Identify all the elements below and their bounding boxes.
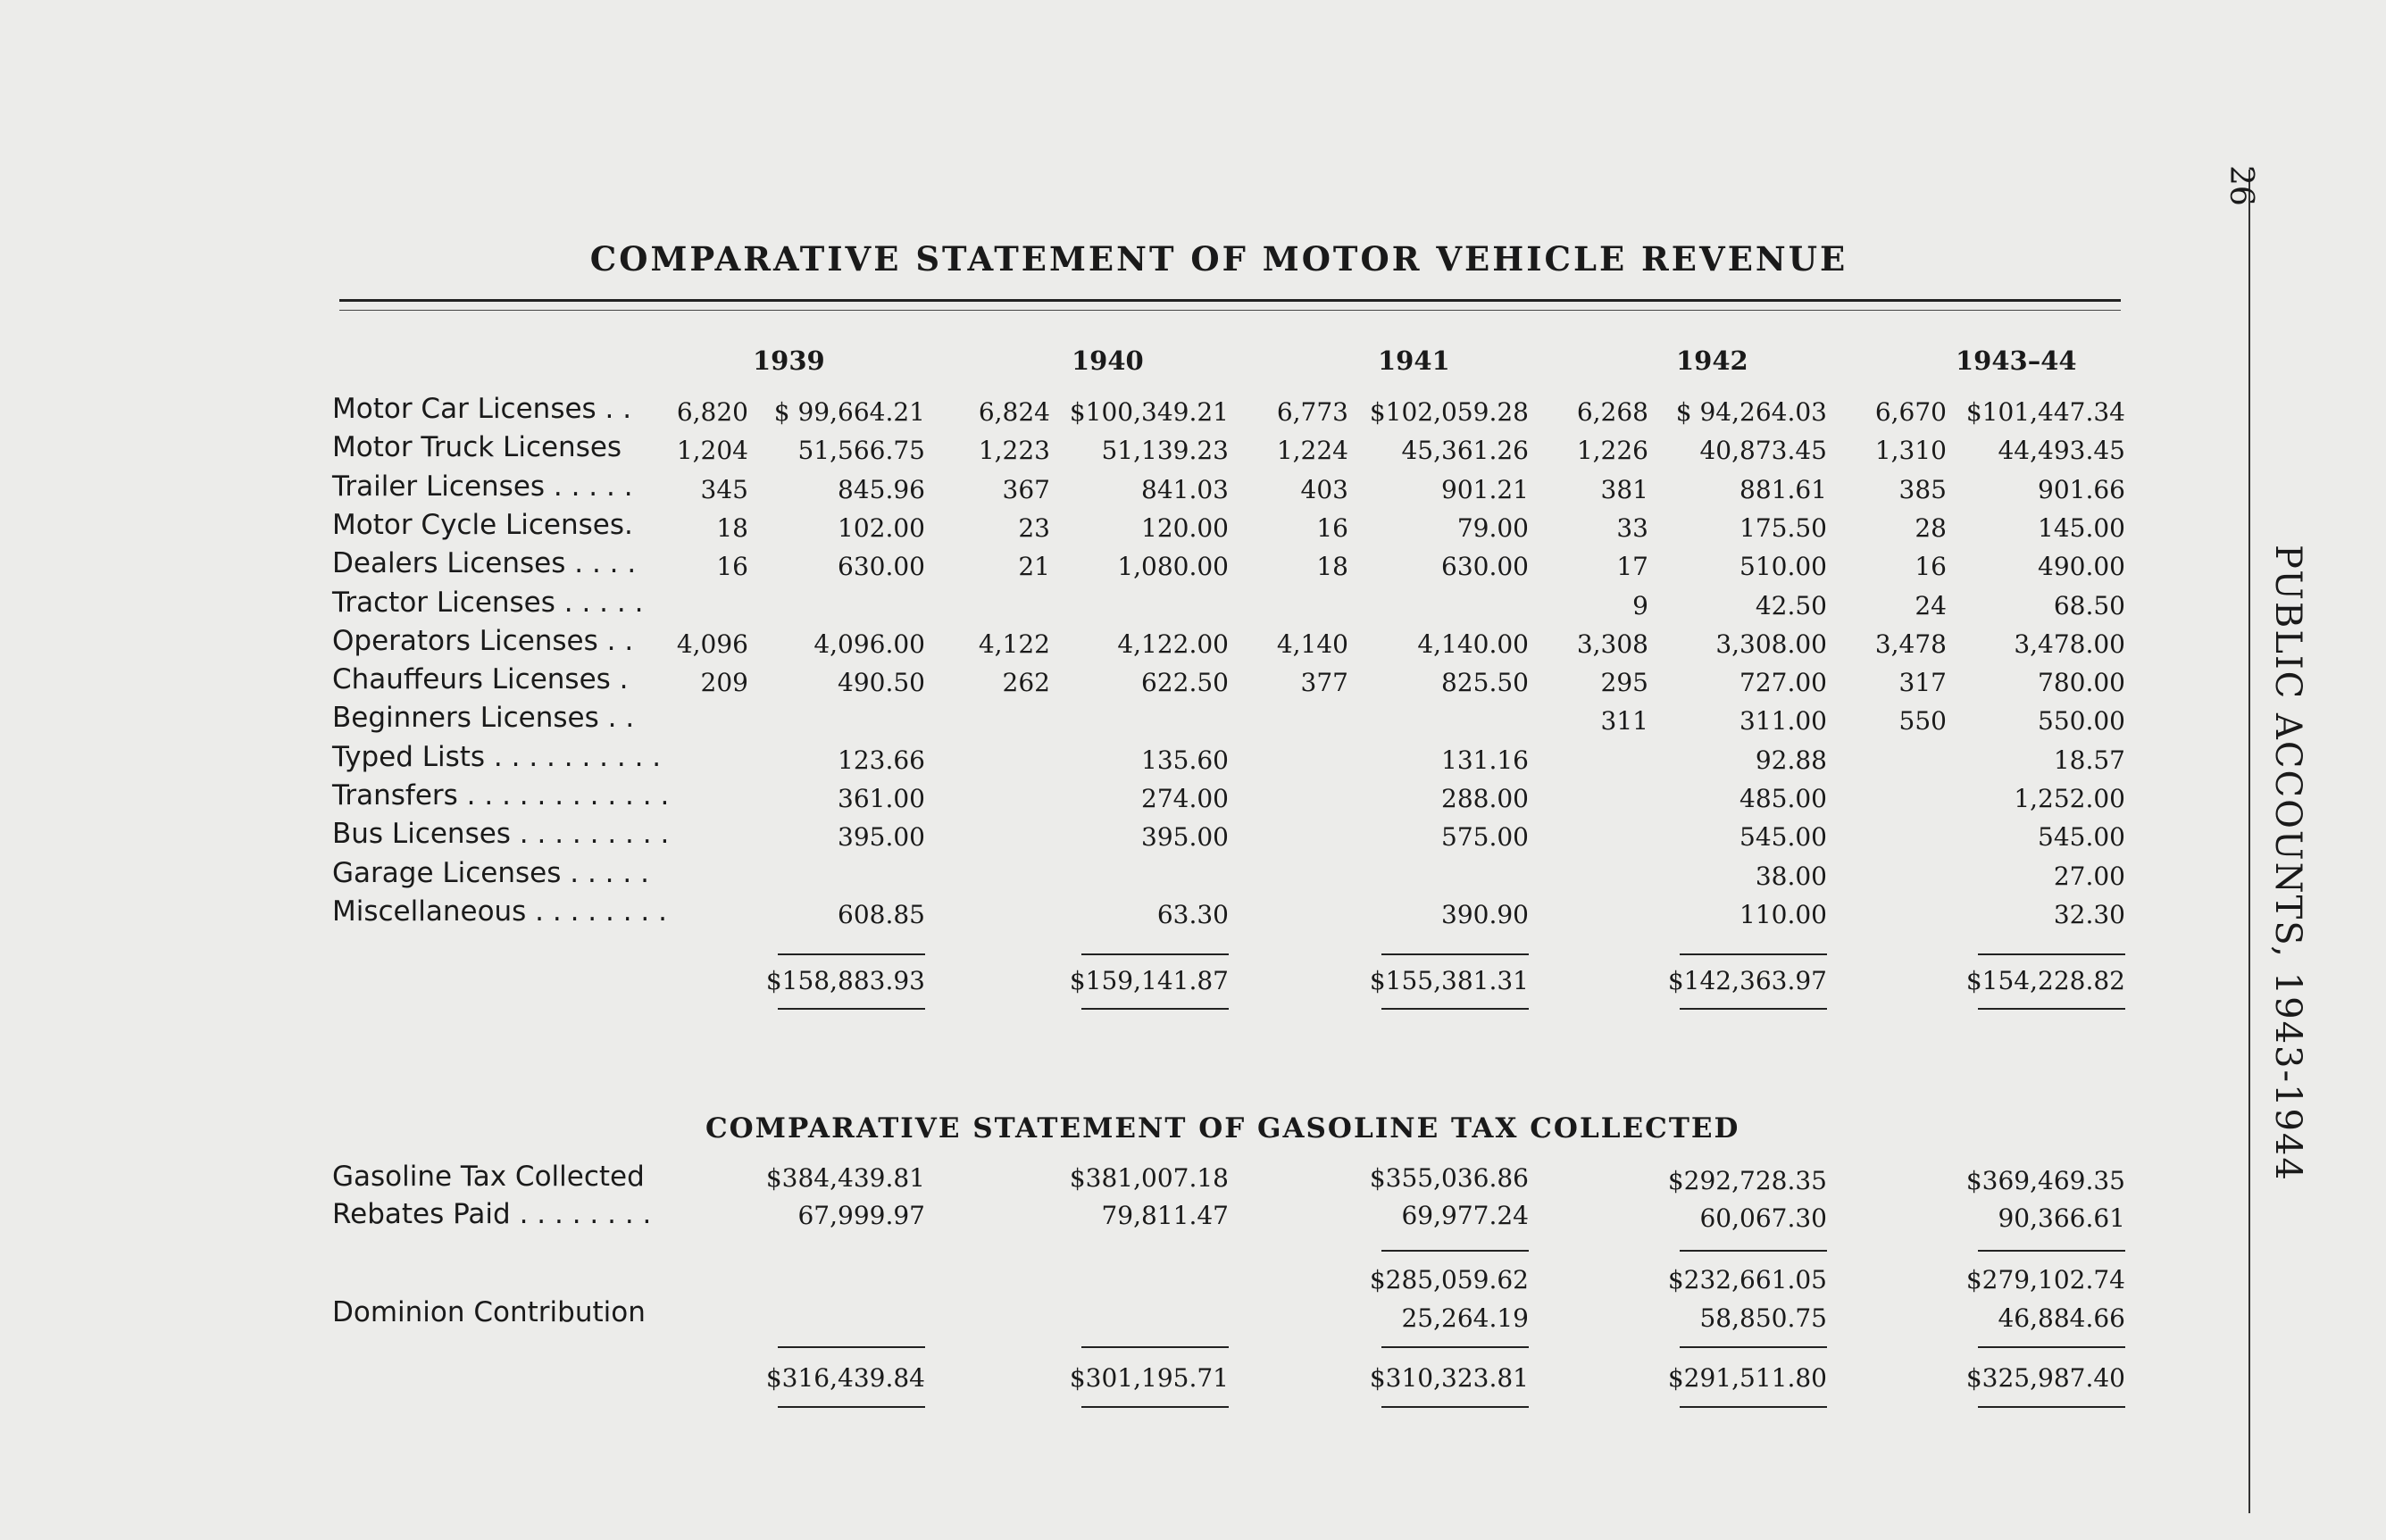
count-cell: 367 <box>1002 474 1050 504</box>
amount-cell: 395.00 <box>1141 822 1229 853</box>
row-label: Motor Cycle Licenses. <box>332 508 633 541</box>
year-header: 1939 <box>753 345 825 376</box>
amount-cell: 881.61 <box>1739 474 1827 504</box>
amount-cell: $369,469.35 <box>1965 1166 2125 1195</box>
amount-cell: $355,036.86 <box>1369 1163 1529 1193</box>
count-cell: 3,308 <box>1576 628 1648 659</box>
count-cell: 4,122 <box>978 628 1050 659</box>
amount-cell: 1,252.00 <box>2014 784 2125 813</box>
year-header: 1940 <box>1072 345 1144 376</box>
total-cell: $155,381.31 <box>1369 966 1529 995</box>
total-rule-bottom <box>1081 1008 1229 1010</box>
count-cell: 403 <box>1300 474 1348 504</box>
year-header: 1943–44 <box>1956 345 2077 376</box>
count-cell: 295 <box>1600 668 1648 698</box>
amount-cell: 46,884.66 <box>1998 1303 2125 1333</box>
amount-cell: 288.00 <box>1441 784 1529 813</box>
amount-cell: 38.00 <box>1755 861 1827 891</box>
amount-cell: 4,140.00 <box>1417 628 1529 659</box>
count-cell: 4,096 <box>676 628 748 659</box>
amount-cell: 79,811.47 <box>1101 1201 1229 1230</box>
amount-cell: 545.00 <box>1739 822 1827 853</box>
amount-cell: 32.30 <box>2053 899 2125 929</box>
count-cell: 385 <box>1898 474 1947 504</box>
row-label: Typed Lists . . . . . . . . . . <box>332 740 662 773</box>
amount-cell: 1,080.00 <box>1117 552 1229 582</box>
amount-cell: 3,478.00 <box>2014 628 2125 659</box>
amount-cell: 841.03 <box>1141 474 1229 504</box>
amount-cell: 27.00 <box>2053 861 2125 891</box>
amount-cell: 575.00 <box>1441 822 1529 853</box>
count-cell: 1,310 <box>1874 436 1947 466</box>
total-rule-top <box>1081 953 1229 955</box>
amount-cell: 4,096.00 <box>813 628 925 659</box>
subtotal-cell: $232,661.05 <box>1667 1265 1827 1294</box>
total-rule-top <box>1978 1346 2125 1348</box>
amount-cell: 40,873.45 <box>1699 436 1827 466</box>
amount-cell: 18.57 <box>2053 745 2125 775</box>
subtotal-cell: $279,102.74 <box>1965 1265 2125 1294</box>
row-label: Beginners Licenses . . <box>332 702 635 735</box>
amount-cell: 825.50 <box>1441 668 1529 698</box>
total-rule-bottom <box>1978 1406 2125 1408</box>
row-label: Operators Licenses . . <box>332 624 634 657</box>
total-rule-top <box>1680 953 1827 955</box>
count-cell: 17 <box>1616 552 1648 582</box>
count-cell: 16 <box>716 552 748 582</box>
total-rule-top <box>1978 953 2125 955</box>
total-rule-top <box>778 1346 925 1348</box>
count-cell: 317 <box>1898 668 1947 698</box>
amount-cell: 390.90 <box>1441 899 1529 929</box>
amount-cell: 630.00 <box>838 552 925 582</box>
row-label: Tractor Licenses . . . . . <box>332 586 644 619</box>
amount-cell: 145.00 <box>2038 512 2125 543</box>
count-cell: 209 <box>700 668 748 698</box>
total-cell: $325,987.40 <box>1965 1363 2125 1393</box>
amount-cell: 901.66 <box>2038 474 2125 504</box>
amount-cell: 92.88 <box>1755 745 1827 775</box>
running-title: PUBLIC ACCOUNTS, 1943-1944 <box>2267 545 2308 1182</box>
amount-cell: 395.00 <box>838 822 925 853</box>
count-cell: 23 <box>1018 512 1050 543</box>
count-cell: 550 <box>1898 706 1947 737</box>
amount-cell: 780.00 <box>2038 668 2125 698</box>
row-label: Rebates Paid . . . . . . . . <box>332 1198 652 1230</box>
row-label: Motor Car Licenses . . <box>332 393 632 425</box>
count-cell: 6,670 <box>1874 397 1947 427</box>
amount-cell: 135.60 <box>1141 745 1229 775</box>
amount-cell: 90,366.61 <box>1998 1203 2125 1233</box>
total-cell: $159,141.87 <box>1069 966 1229 995</box>
row-label: Motor Truck Licenses <box>332 431 622 464</box>
row-label: Garage Licenses . . . . . <box>332 856 649 889</box>
amount-cell: $384,439.81 <box>765 1163 925 1193</box>
amount-cell: 727.00 <box>1739 668 1827 698</box>
year-header: 1941 <box>1378 345 1450 376</box>
subtotal-rule <box>1680 1250 1827 1252</box>
amount-cell: 67,999.97 <box>797 1201 925 1230</box>
count-cell: 24 <box>1915 590 1947 620</box>
amount-cell: $292,728.35 <box>1667 1166 1827 1195</box>
count-cell: 28 <box>1915 512 1947 543</box>
count-cell: 6,268 <box>1576 397 1648 427</box>
amount-cell: 274.00 <box>1141 784 1229 813</box>
total-rule-bottom <box>778 1406 925 1408</box>
total-rule-top <box>1680 1346 1827 1348</box>
amount-cell: 545.00 <box>2038 822 2125 853</box>
row-label: Miscellaneous . . . . . . . . <box>332 895 667 928</box>
amount-cell: 60,067.30 <box>1699 1203 1827 1233</box>
amount-cell: 58,850.75 <box>1699 1303 1827 1333</box>
amount-cell: $381,007.18 <box>1069 1163 1229 1193</box>
row-label: Bus Licenses . . . . . . . . . <box>332 818 670 851</box>
amount-cell: 622.50 <box>1141 668 1229 698</box>
total-rule-bottom <box>1680 1008 1827 1010</box>
amount-cell: 361.00 <box>838 784 925 813</box>
subtotal-cell: $285,059.62 <box>1369 1265 1529 1294</box>
amount-cell: 4,122.00 <box>1117 628 1229 659</box>
amount-cell: 69,977.24 <box>1401 1201 1529 1230</box>
amount-cell: 630.00 <box>1441 552 1529 582</box>
subtotal-rule <box>1381 1250 1529 1252</box>
amount-cell: 485.00 <box>1739 784 1827 813</box>
count-cell: 16 <box>1915 552 1947 582</box>
total-rule-bottom <box>1381 1008 1529 1010</box>
amount-cell: 3,308.00 <box>1715 628 1827 659</box>
count-cell: 18 <box>716 512 748 543</box>
amount-cell: $ 99,664.21 <box>773 397 925 427</box>
total-cell: $158,883.93 <box>765 966 925 995</box>
amount-cell: 79.00 <box>1456 512 1529 543</box>
count-cell: 33 <box>1616 512 1648 543</box>
motor-vehicle-title: COMPARATIVE STATEMENT OF MOTOR VEHICLE REVENUE <box>589 239 1848 279</box>
amount-cell: 175.50 <box>1739 512 1827 543</box>
total-cell: $301,195.71 <box>1069 1363 1229 1393</box>
margin-rule <box>2248 170 2250 1513</box>
amount-cell: 131.16 <box>1441 745 1529 775</box>
amount-cell: 44,493.45 <box>1998 436 2125 466</box>
row-label: Dominion Contribution <box>332 1296 646 1328</box>
row-label: Chauffeurs Licenses . <box>332 663 629 696</box>
total-cell: $142,363.97 <box>1667 966 1827 995</box>
count-cell: 6,824 <box>978 397 1050 427</box>
amount-cell: $100,349.21 <box>1069 397 1229 427</box>
count-cell: 1,204 <box>676 436 748 466</box>
count-cell: 381 <box>1600 474 1648 504</box>
count-cell: 6,820 <box>676 397 748 427</box>
total-rule-bottom <box>1381 1406 1529 1408</box>
amount-cell: 845.96 <box>838 474 925 504</box>
count-cell: 377 <box>1300 668 1348 698</box>
amount-cell: 42.50 <box>1755 590 1827 620</box>
count-cell: 9 <box>1632 590 1648 620</box>
count-cell: 262 <box>1002 668 1050 698</box>
total-rule-bottom <box>1081 1406 1229 1408</box>
amount-cell: 608.85 <box>838 899 925 929</box>
count-cell: 3,478 <box>1874 628 1947 659</box>
count-cell: 1,223 <box>978 436 1050 466</box>
amount-cell: 490.00 <box>2038 552 2125 582</box>
row-label: Dealers Licenses . . . . <box>332 547 637 580</box>
amount-cell: 123.66 <box>838 745 925 775</box>
total-rule-top <box>778 953 925 955</box>
total-rule-top <box>1381 1346 1529 1348</box>
amount-cell: 510.00 <box>1739 552 1827 582</box>
total-cell: $291,511.80 <box>1667 1363 1827 1393</box>
count-cell: 1,226 <box>1576 436 1648 466</box>
total-rule-top <box>1081 1346 1229 1348</box>
amount-cell: $ 94,264.03 <box>1675 397 1827 427</box>
title-rule-thick <box>339 299 2121 302</box>
count-cell: 18 <box>1316 552 1348 582</box>
amount-cell: $102,059.28 <box>1369 397 1529 427</box>
amount-cell: 51,139.23 <box>1101 436 1229 466</box>
amount-cell: 550.00 <box>2038 706 2125 737</box>
total-cell: $316,439.84 <box>765 1363 925 1393</box>
total-rule-bottom <box>778 1008 925 1010</box>
amount-cell: 45,361.26 <box>1401 436 1529 466</box>
total-cell: $154,228.82 <box>1965 966 2125 995</box>
amount-cell: 68.50 <box>2053 590 2125 620</box>
page-number: 26 <box>2223 165 2259 206</box>
amount-cell: $101,447.34 <box>1965 397 2125 427</box>
amount-cell: 490.50 <box>838 668 925 698</box>
count-cell: 6,773 <box>1276 397 1348 427</box>
row-label: Trailer Licenses . . . . . <box>332 470 633 503</box>
gasoline-tax-title: COMPARATIVE STATEMENT OF GASOLINE TAX COLLECTED <box>705 1112 1740 1145</box>
count-cell: 311 <box>1600 706 1648 737</box>
title-rule-thin <box>339 310 2121 311</box>
count-cell: 16 <box>1316 512 1348 543</box>
count-cell: 1,224 <box>1276 436 1348 466</box>
total-cell: $310,323.81 <box>1369 1363 1529 1393</box>
row-label: Gasoline Tax Collected <box>332 1161 645 1193</box>
amount-cell: 102.00 <box>838 512 925 543</box>
amount-cell: 311.00 <box>1739 706 1827 737</box>
year-header: 1942 <box>1676 345 1748 376</box>
total-rule-bottom <box>1978 1008 2125 1010</box>
amount-cell: 110.00 <box>1739 899 1827 929</box>
amount-cell: 25,264.19 <box>1401 1303 1529 1333</box>
total-rule-bottom <box>1680 1406 1827 1408</box>
amount-cell: 63.30 <box>1156 899 1229 929</box>
amount-cell: 51,566.75 <box>797 436 925 466</box>
amount-cell: 120.00 <box>1141 512 1229 543</box>
count-cell: 345 <box>700 474 748 504</box>
subtotal-rule <box>1978 1250 2125 1252</box>
count-cell: 21 <box>1018 552 1050 582</box>
total-rule-top <box>1381 953 1529 955</box>
count-cell: 4,140 <box>1276 628 1348 659</box>
row-label: Transfers . . . . . . . . . . . . <box>332 779 670 812</box>
amount-cell: 901.21 <box>1441 474 1529 504</box>
